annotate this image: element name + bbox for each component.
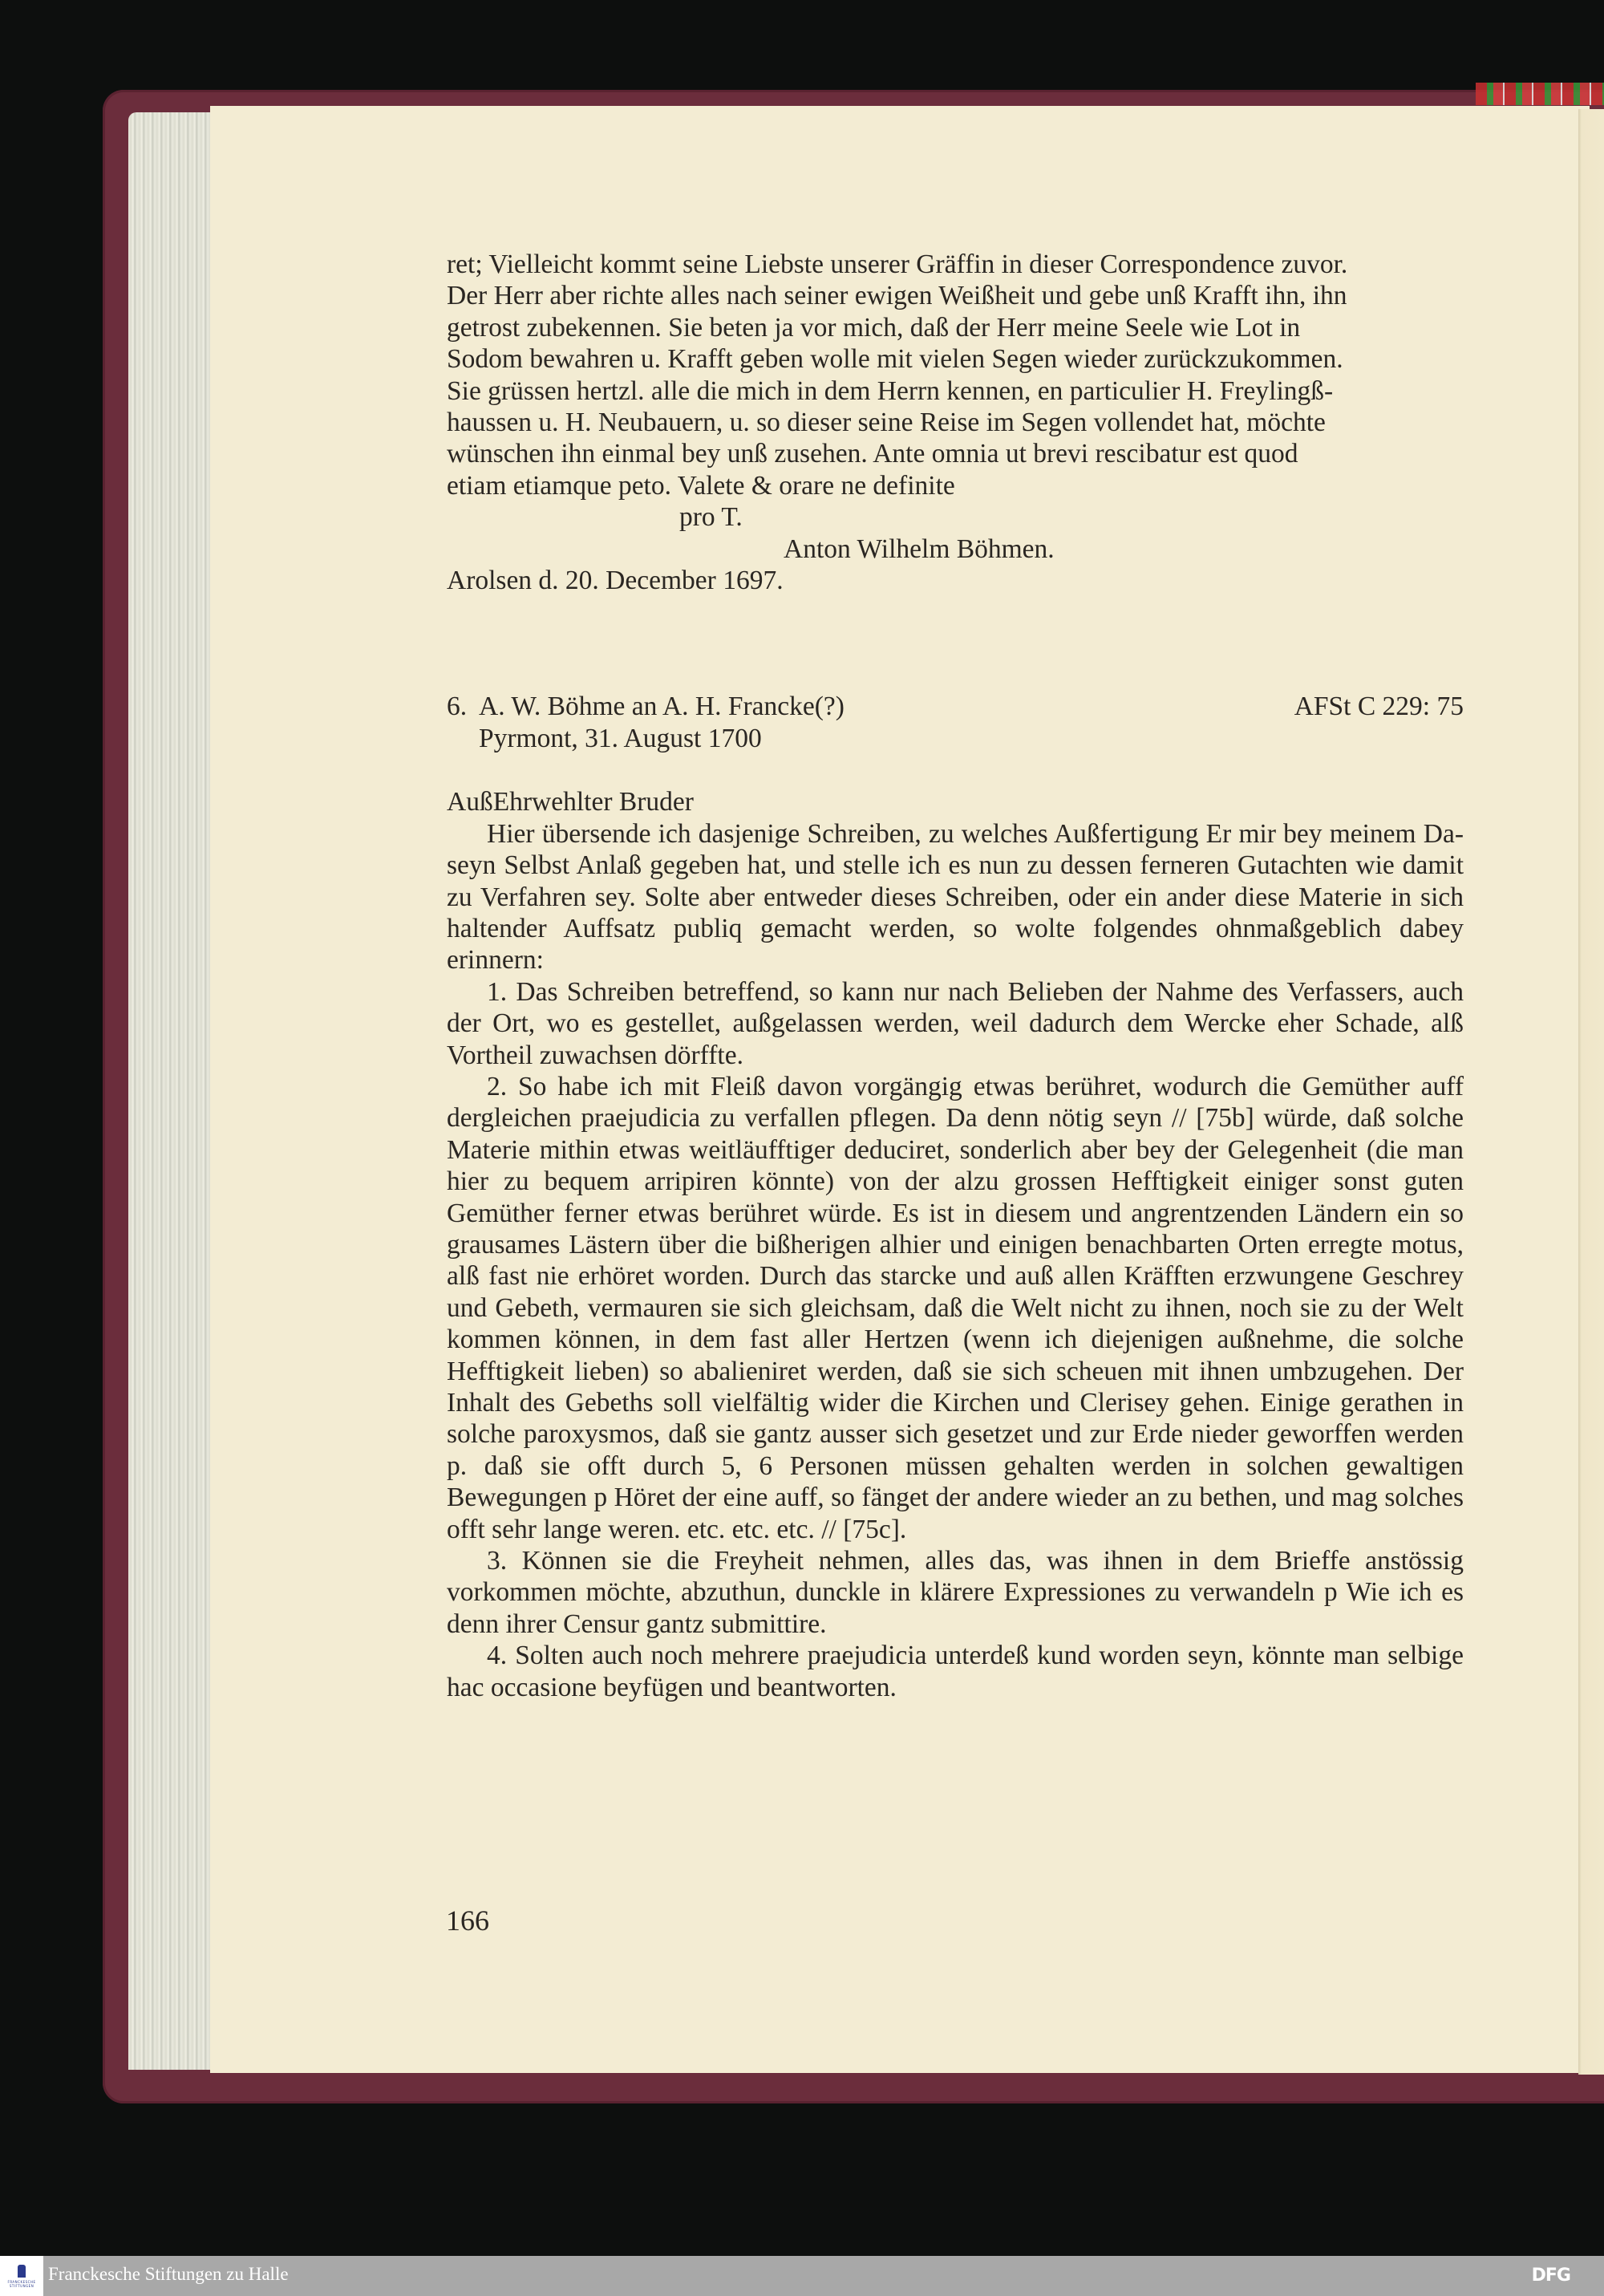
continuation-line: ret; Vielleicht kommt seine Liebste unserer Gräffin in dieser Correspondence zuvor. [447,249,1348,279]
letter-closing: pro T. [679,502,743,533]
franckesche-stiftungen-logo[interactable] [0,2256,43,2296]
paragraph: 3. Können sie die Freyheit nehmen, alles das, was ihnen in dem Brieffe anstössig vorkommen möchte, abzuthun, dunckle in klärere Expressiones zu verwandeln p Wie ich es denn ihrer Censur gantz submittire. [447,1546,1464,1639]
dfg-logo[interactable]: DFG [1531,2266,1570,2286]
continuation-line: Der Herr aber richte alles nach seiner ewigen Weißheit und gebe unß Krafft ihn, ihn [447,281,1347,311]
continuation-line: wünschen ihn einmal bey unß zusehen. Ante omnia ut brevi rescibatur est quod [447,439,1298,469]
footer-bar [0,2256,1604,2296]
continuation-line: haussen u. H. Neubauern, u. so dieser seine Reise im Segen vollendet hat, möchte [447,408,1326,438]
paragraph: 1. Das Schreiben betreffend, so kann nur nach Belieben der Nahme des Verfassers, auch der Ort, wo es gestellet, außgelassen werden, weil dadurch dem Wercke eher Schade, alß Vortheil zuwachsen dörffte. [447,976,1464,1070]
continuation-line: getrost zubekennen. Sie beten ja vor mich, daß der Herr meine Seele wie Lot in [447,312,1301,343]
section-spacer [447,754,1464,786]
page-gutter [1578,109,1604,2075]
continuation-line: Sodom bewahren u. Krafft geben wolle mit vielen Segen wieder zurückzukommen. [447,344,1343,375]
paragraph: 4. Solten auch noch mehrere praejudicia unterdeß kund worden seyn, könnte man selbige hac occasione beyfügen und beantworten. [447,1641,1464,1702]
paragraph: 2. So habe ich mit Fleiß davon vorgängig etwas berühret, wodurch die Gemüther auff dergleichen praejudicia zu verfallen pflegen. Da denn nötig seyn // [75b] würde, daß solche Materie mithin etwas weitläufftiger deduciret, sonderlich aber bey der Gelegenheit (die man hier zu bequem arripiren könnte) von der alzu grossen Hefftigkeit einiger sonst guten Gemüther ferner etwas berühret würde. Es ist in diesem und angrentzenden Ländern ein so grausames Lästern über die bißherigen alhier und einigen benachbarten Orten erregte motus, alß fast nie erhöret worden. Durch das starcke und auß allen Kräfften erzwungene Geschrey und Gebeth, vermauren sie sich gleichsam, daß die Welt nicht zu ihnen, noch sie zu der Welt kommen können, in dem fast aller Hertzen (wenn ich diejenigen außnehme, die solche Hefftigkeit lieben) so abalieniret werden, daß sie sich scheuen mit ihnen umbzugehen. Der Inhalt des Gebeths soll vielfältig wider die Kirchen und Clerisey gehen. Einige gerathen in solche paroxysmos, daß sie gantz ausser sich gesetzet und zur Erde nieder geworffen werden p. daß sie offt durch 5, 6 Personen müssen gehalten werden in solchen gewaltigen Bewegungen p Höret der eine auff, so fänget der andere wieder an zu bethen, und mag solches offt sehr lange weren. etc. etc. etc. // [75c]. [447,1071,1464,1544]
paragraph: Hier übersende ich dasjenige Schreiben, zu welches Außfertigung Er mir bey meinem Da-seyn Selbst Anlaß gegeben hat, und stelle ich es nun zu dessen ferneren Gutachten wie damit zu Verfahren sey. Solte aber entweder dieses Schreiben, oder ein ander diese Materie in sich haltender Auffsatz publiq gemacht werden, so wolte folgendes ohnmaßgeblich dabey erinnern: [447,818,1464,976]
entry-heading [447,691,1464,722]
figure-icon [18,2265,26,2278]
entry-place-date: Pyrmont, 31. August 1700 [479,723,762,753]
letter-signature: Anton Wilhelm Böhmen. [784,533,1055,564]
page-edges [128,112,210,2070]
page-text [447,249,1464,1703]
institution-name[interactable]: Franckesche Stiftungen zu Halle [48,2264,289,2284]
letter-place-date: Arolsen d. 20. December 1697. [447,566,784,596]
entry-title: 6. A. W. Böhme an A. H. Francke(?) [447,692,845,722]
logo-text-line: STIFTUNGEN [9,2283,34,2288]
logo-text-line: FRANCKESCHE [7,2279,36,2284]
book-headband [1476,83,1604,105]
salutation: AußEhrwehlter Bruder [447,787,694,817]
section-spacer [447,596,1464,691]
continuation-line: etiam etiamque peto. Valete & orare ne definite [447,470,955,501]
page-number: 166 [446,1905,489,1937]
archive-reference: AFSt C 229: 75 [1294,692,1464,722]
continuation-line: Sie grüssen hertzl. alle die mich in dem Herrn kennen, en particulier H. Freylingß- [447,375,1334,406]
